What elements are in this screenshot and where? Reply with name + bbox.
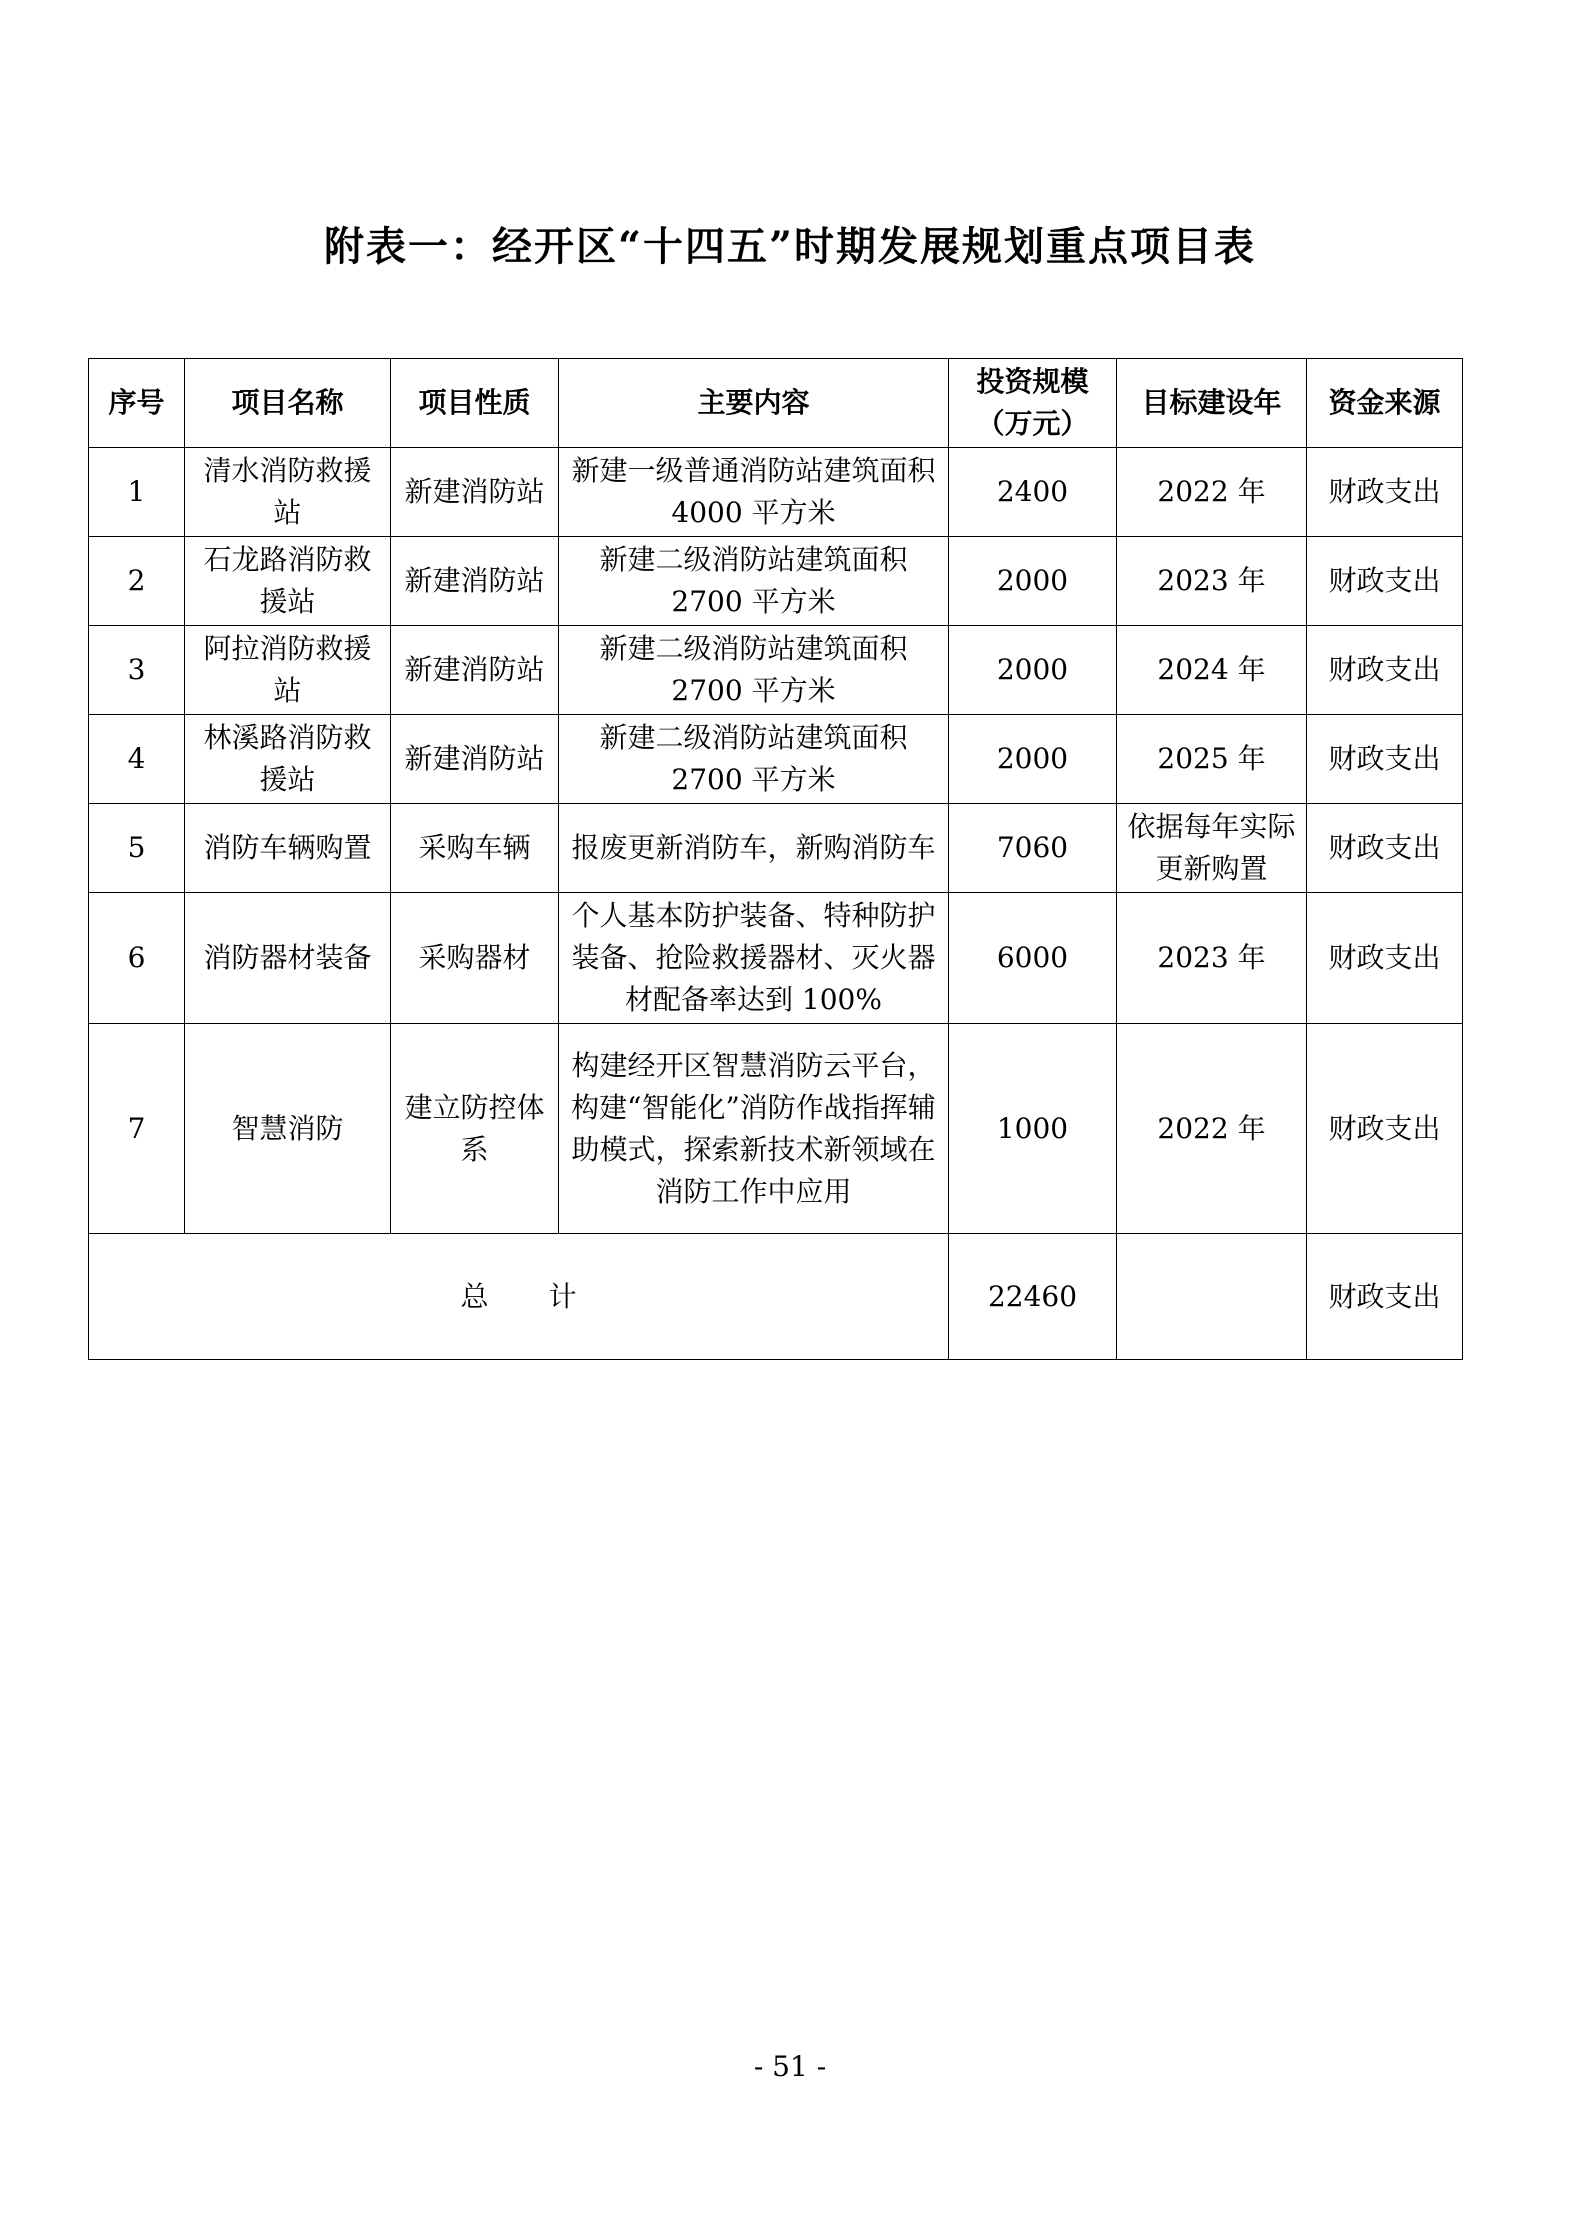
cell-no: 6 — [89, 893, 185, 1024]
header-investment-line2: （万元） — [976, 407, 1089, 440]
header-funding: 资金来源 — [1307, 359, 1463, 448]
total-label — [89, 1234, 949, 1360]
cell-content: 新建一级普通消防站建筑面积 4000 平方米 — [559, 448, 949, 537]
cell-no: 5 — [89, 804, 185, 893]
table-row — [89, 448, 1463, 537]
cell-investment: 2000 — [949, 537, 1117, 626]
cell-nature: 新建消防站 — [391, 715, 559, 804]
table-row — [89, 537, 1463, 626]
cell-name: 林溪路消防救援站 — [185, 715, 391, 804]
page-number: - 51 - — [753, 2050, 827, 2083]
cell-nature: 采购车辆 — [391, 804, 559, 893]
cell-content: 报废更新消防车，新购消防车 — [559, 804, 949, 893]
cell-nature: 新建消防站 — [391, 537, 559, 626]
cell-no: 7 — [89, 1024, 185, 1234]
table-row — [89, 804, 1463, 893]
table-row — [89, 626, 1463, 715]
table-header-row — [89, 359, 1463, 448]
total-year — [1117, 1234, 1307, 1360]
cell-no: 2 — [89, 537, 185, 626]
cell-year: 2023 年 — [1117, 537, 1307, 626]
cell-funding: 财政支出 — [1307, 626, 1463, 715]
cell-no: 4 — [89, 715, 185, 804]
cell-name: 消防器材装备 — [185, 893, 391, 1024]
cell-investment: 1000 — [949, 1024, 1117, 1234]
cell-funding: 财政支出 — [1307, 804, 1463, 893]
table-row — [89, 1024, 1463, 1234]
header-content: 主要内容 — [559, 359, 949, 448]
cell-year: 2024 年 — [1117, 626, 1307, 715]
total-investment: 22460 — [949, 1234, 1117, 1360]
header-investment — [949, 359, 1117, 448]
cell-investment: 2400 — [949, 448, 1117, 537]
header-nature: 项目性质 — [391, 359, 559, 448]
cell-content: 构建经开区智慧消防云平台，构建“智能化”消防作战指挥辅助模式，探索新技术新领域在消防工作中应用 — [559, 1024, 949, 1234]
cell-no: 1 — [89, 448, 185, 537]
cell-year: 2023 年 — [1117, 893, 1307, 1024]
page-title: 附表一：经开区“十四五”时期发展规划重点项目表 — [323, 223, 1256, 270]
cell-content: 新建二级消防站建筑面积 2700 平方米 — [559, 626, 949, 715]
cell-nature: 采购器材 — [391, 893, 559, 1024]
cell-name: 智慧消防 — [185, 1024, 391, 1234]
cell-investment: 6000 — [949, 893, 1117, 1024]
cell-funding: 财政支出 — [1307, 448, 1463, 537]
cell-nature: 新建消防站 — [391, 448, 559, 537]
cell-year: 依据每年实际更新购置 — [1117, 804, 1307, 893]
cell-name: 清水消防救援站 — [185, 448, 391, 537]
cell-nature: 建立防控体系 — [391, 1024, 559, 1234]
cell-year: 2022 年 — [1117, 448, 1307, 537]
total-funding: 财政支出 — [1307, 1234, 1463, 1360]
cell-name: 消防车辆购置 — [185, 804, 391, 893]
cell-year: 2025 年 — [1117, 715, 1307, 804]
cell-funding: 财政支出 — [1307, 715, 1463, 804]
cell-no: 3 — [89, 626, 185, 715]
cell-content: 新建二级消防站建筑面积 2700 平方米 — [559, 715, 949, 804]
cell-funding: 财政支出 — [1307, 537, 1463, 626]
cell-nature: 新建消防站 — [391, 626, 559, 715]
header-year: 目标建设年 — [1117, 359, 1307, 448]
table-row — [89, 715, 1463, 804]
total-label-char2: 计 — [548, 1279, 577, 1313]
cell-investment: 2000 — [949, 626, 1117, 715]
cell-name: 石龙路消防救援站 — [185, 537, 391, 626]
cell-name: 阿拉消防救援站 — [185, 626, 391, 715]
header-investment-line1: 投资规模 — [976, 365, 1089, 398]
cell-content: 个人基本防护装备、特种防护装备、抢险救援器材、灭火器材配备率达到 100% — [559, 893, 949, 1024]
table-row — [89, 893, 1463, 1024]
cell-investment: 7060 — [949, 804, 1117, 893]
cell-funding: 财政支出 — [1307, 1024, 1463, 1234]
total-row — [89, 1234, 1463, 1360]
cell-year: 2022 年 — [1117, 1024, 1307, 1234]
header-name: 项目名称 — [185, 359, 391, 448]
cell-content: 新建二级消防站建筑面积 2700 平方米 — [559, 537, 949, 626]
header-no: 序号 — [89, 359, 185, 448]
key-projects-table — [88, 358, 1463, 1360]
cell-funding: 财政支出 — [1307, 893, 1463, 1024]
total-label-char1: 总 — [460, 1279, 489, 1313]
cell-investment: 2000 — [949, 715, 1117, 804]
